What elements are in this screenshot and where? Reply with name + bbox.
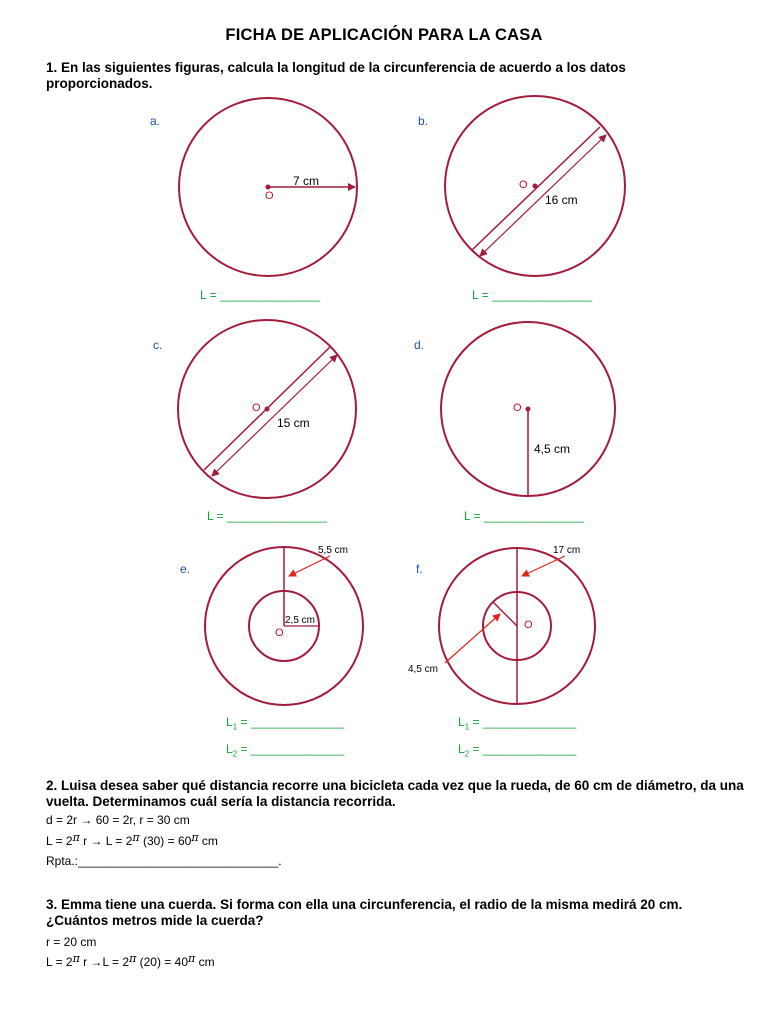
inner-measure-f: 4,5 cm <box>408 664 439 675</box>
q2-answer: Rpta.:______________________________. <box>46 854 282 868</box>
answer-e-l1: $L_1$ = ______________ <box>226 715 345 732</box>
answer-d: L = _______________ <box>464 509 585 523</box>
question-2: 2. Luisa desea saber qué distancia recorre una bicicleta cada vez que la rueda, de 60 cm de diámetro, da una vuelta. Determinamos cuál sería la distancia recorrida. <box>46 778 744 809</box>
diameter-b <box>472 127 600 250</box>
answer-f-l2: $L_2$ = ______________ <box>458 742 577 759</box>
pi-symbol: π <box>72 831 80 844</box>
outer-measure-f: 17 cm <box>553 545 581 556</box>
pi-symbol: π <box>188 952 196 965</box>
pi-symbol: π <box>132 831 140 844</box>
center-label-b: O <box>519 179 528 191</box>
center-dot-d <box>526 407 531 412</box>
pi-symbol: π <box>191 831 199 844</box>
figure-label-a: a. <box>150 114 161 128</box>
measure-c: 15 cm <box>277 416 310 430</box>
q3-step-2: L = 2π r →L = 2π (20) = 40π cm <box>46 952 215 969</box>
question-1: 1. En las siguientes figuras, calcula la longitud de la circunferencia de acuerdo a los datos proporcionados. <box>46 60 626 91</box>
center-label-f: O <box>524 619 533 631</box>
answer-c: L = _______________ <box>207 509 328 523</box>
figure-label-b: b. <box>418 114 429 128</box>
measure-b: 16 cm <box>545 193 578 207</box>
q2-step-2: L = 2π r → L = 2π (30) = 60π cm <box>46 831 218 848</box>
question-3: 3. Emma tiene una cuerda. Si forma con ella una circunferencia, el radio de la misma medirá 20 cm. ¿Cuántos metros mide la cuerda? <box>46 897 683 928</box>
dim-arrow-c <box>212 355 337 476</box>
center-label-d: O <box>513 402 522 414</box>
page-title: FICHA DE APLICACIÓN PARA LA CASA <box>225 26 543 44</box>
q3-step-1: r = 20 cm <box>46 935 97 949</box>
q2-step-1: d = 2r → 60 = 2r, r = 30 cm <box>46 813 190 827</box>
center-dot-b <box>533 184 538 189</box>
answer-b: L = _______________ <box>472 288 593 302</box>
outer-pointer-f <box>522 556 565 576</box>
center-dot-a <box>266 185 271 190</box>
answer-a: L = _______________ <box>200 288 321 302</box>
center-label-e: O <box>275 627 284 639</box>
center-label-c: O <box>252 402 261 414</box>
measure-d: 4,5 cm <box>534 442 571 456</box>
pi-symbol: π <box>72 952 80 965</box>
inner-measure-e: 2,5 cm <box>285 615 316 626</box>
answer-f-l1: $L_1$ = ______________ <box>458 715 577 732</box>
figure-label-f: f. <box>416 562 423 576</box>
measure-a: 7 cm <box>293 174 320 188</box>
pi-symbol: π <box>129 952 137 965</box>
outer-measure-e: 5,5 cm <box>318 545 349 556</box>
inner-pointer-f <box>445 614 500 663</box>
figure-label-d: d. <box>414 338 425 352</box>
figure-e <box>205 547 363 705</box>
answer-e-l2: $L_2$ = ______________ <box>226 742 345 759</box>
inner-radius-f <box>493 602 517 626</box>
dim-arrow-b <box>480 135 606 256</box>
figure-c <box>178 320 356 498</box>
figure-a <box>179 98 357 276</box>
figure-label-e: e. <box>180 562 191 576</box>
figure-b <box>445 96 625 276</box>
center-dot-c <box>265 407 270 412</box>
center-label-a: O <box>265 190 274 202</box>
outer-pointer-e <box>289 556 330 576</box>
figure-label-c: c. <box>153 338 163 352</box>
figure-d <box>441 322 615 496</box>
figure-f <box>439 548 595 704</box>
